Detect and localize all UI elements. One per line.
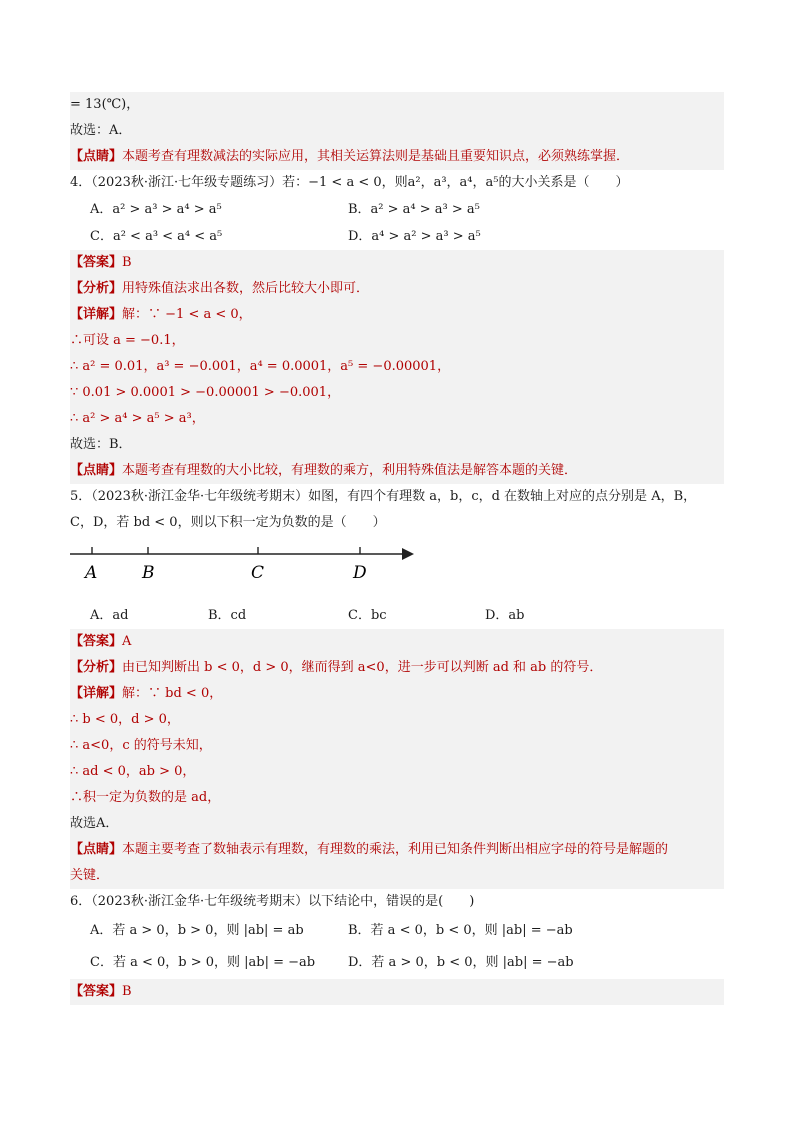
detail-tag: 【详解】 bbox=[70, 686, 123, 701]
q3-result-line: = 13(℃)， bbox=[70, 92, 724, 118]
q4-dianjing bbox=[70, 458, 724, 484]
point-label-c: C bbox=[251, 563, 265, 583]
q5-stem-line1: 5．（2023秋·浙江金华·七年级统考期末）如图，有四个有理数 a，b，c，d 在数轴上对应的点分别是 A，B， bbox=[70, 489, 697, 504]
q5-stem-line2: C，D，若 bd < 0，则以下积一定为负数的是（ ） bbox=[70, 515, 386, 530]
q4-options-row2 bbox=[70, 223, 724, 250]
q4-analysis bbox=[70, 276, 724, 302]
q4-detail-line: ∴ a² > a⁴ > a⁵ > a³， bbox=[70, 406, 724, 432]
q4-detail-line: ∵ 0.01 > 0.0001 > −0.00001 > −0.001， bbox=[70, 380, 724, 406]
document-page bbox=[70, 92, 724, 1005]
q5-dianjing bbox=[70, 837, 724, 863]
q5-analysis bbox=[70, 655, 724, 681]
q6-stem: 6．（2023秋·浙江金华·七年级统考期末）以下结论中，错误的是( ) bbox=[70, 894, 475, 909]
analysis-tag: 【分析】 bbox=[70, 660, 123, 675]
q4-option-c: C．a² < a³ < a⁴ < a⁵ bbox=[90, 229, 223, 244]
q5-option-a: A．ad bbox=[90, 608, 129, 623]
dianjing-text: 本题主要考查了数轴表示有理数，有理数的乘法，利用已知条件判断出相应字母的符号是解题的 bbox=[122, 842, 669, 857]
q5-detail-line: ∴ b < 0，d > 0， bbox=[70, 707, 724, 733]
dianjing-text: 本题考查有理数的大小比较，有理数的乘方，利用特殊值法是解答本题的关键． bbox=[122, 463, 578, 478]
q4-detail-line: 【详解】解：∵ −1 < a < 0， bbox=[70, 302, 724, 328]
q4-option-d: D．a⁴ > a² > a³ > a⁵ bbox=[348, 229, 481, 244]
analysis-text: 用特殊值法求出各数，然后比较大小即可． bbox=[122, 281, 370, 296]
q5-choose-line: 故选A． bbox=[70, 811, 724, 837]
q5-option-b: B．cd bbox=[208, 608, 247, 623]
q6-option-c: C．若 a < 0，b > 0，则 |ab| = −ab bbox=[90, 955, 316, 970]
q4-option-a: A．a² > a³ > a⁴ > a⁵ bbox=[90, 202, 222, 217]
answer-tag: 【答案】 bbox=[70, 634, 123, 649]
q4-choose-line: 故选：B． bbox=[70, 432, 724, 458]
q6-options-row1 bbox=[70, 915, 724, 947]
q6-answer bbox=[70, 979, 724, 1005]
dianjing-tag: 【点睛】 bbox=[70, 463, 123, 478]
q5-option-c: C．bc bbox=[348, 608, 387, 623]
q4-option-b: B．a² > a⁴ > a³ > a⁵ bbox=[348, 202, 480, 217]
q5-detail-line: ∴ ad < 0，ab > 0， bbox=[70, 759, 724, 785]
q3-dianjing bbox=[70, 144, 724, 170]
q4-answer bbox=[70, 250, 724, 276]
point-label-d: D bbox=[353, 563, 367, 583]
answer-tag: 【答案】 bbox=[70, 984, 123, 999]
q5-dianjing-cont: 关键． bbox=[70, 863, 724, 889]
analysis-text: 由已知判断出 b < 0，d > 0，继而得到 a<0，进一步可以判断 ad 和 ab 的符号． bbox=[122, 660, 603, 675]
q5-detail-line: ∴积一定为负数的是 ad， bbox=[70, 785, 724, 811]
dianjing-text: 本题考查有理数减法的实际应用，其相关运算法则是基础且重要知识点，必须熟练掌握． bbox=[122, 149, 630, 164]
q6-option-a: A．若 a > 0，b > 0，则 |ab| = ab bbox=[90, 923, 304, 938]
number-line-figure bbox=[70, 536, 724, 602]
q4-stem: 4．（2023秋·浙江·七年级专题练习）若：−1 < a < 0，则a²，a³，a⁴，a⁵的大小关系是（ ） bbox=[70, 175, 629, 190]
q4-options-row1 bbox=[70, 196, 724, 223]
detail-tag: 【详解】 bbox=[70, 307, 123, 322]
analysis-tag: 【分析】 bbox=[70, 281, 123, 296]
q4-detail-line: ∴可设 a = −0.1， bbox=[70, 328, 724, 354]
point-label-b: B bbox=[142, 563, 155, 583]
dianjing-tag: 【点睛】 bbox=[70, 149, 123, 164]
answer-tag: 【答案】 bbox=[70, 255, 123, 270]
arrow-right-icon bbox=[402, 548, 414, 560]
answer-value: B bbox=[122, 255, 132, 270]
q6-options-row2 bbox=[70, 947, 724, 979]
point-label-a: A bbox=[85, 563, 98, 583]
q5-answer bbox=[70, 629, 724, 655]
q5-options bbox=[70, 602, 724, 629]
answer-value: B bbox=[122, 984, 132, 999]
answer-value: A bbox=[122, 634, 132, 649]
q5-option-d: D．ab bbox=[485, 608, 525, 623]
q5-detail-line: 【详解】解：∵ bd < 0， bbox=[70, 681, 724, 707]
q6-option-d: D．若 a > 0，b < 0，则 |ab| = −ab bbox=[348, 955, 574, 970]
q4-detail-line: ∴ a² = 0.01，a³ = −0.001，a⁴ = 0.0001，a⁵ = −0.00001， bbox=[70, 354, 724, 380]
q6-option-b: B．若 a < 0，b < 0，则 |ab| = −ab bbox=[348, 923, 573, 938]
q5-detail-line: ∴ a<0，c 的符号未知， bbox=[70, 733, 724, 759]
dianjing-tag: 【点睛】 bbox=[70, 842, 123, 857]
q3-choose-line: 故选：A． bbox=[70, 118, 724, 144]
